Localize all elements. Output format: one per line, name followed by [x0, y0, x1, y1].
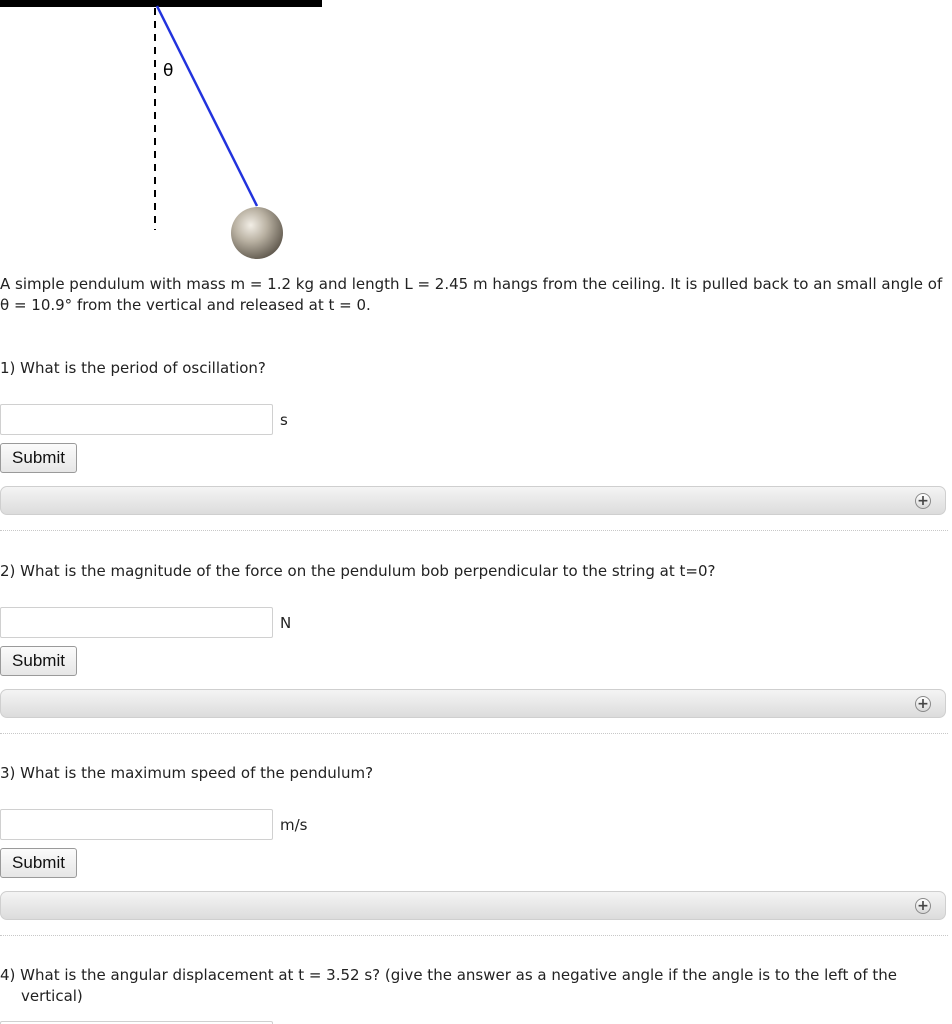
ceiling-bar	[0, 0, 322, 7]
question-3-unit: m/s	[280, 816, 308, 834]
question-3-hint-bar[interactable]	[0, 891, 946, 920]
question-3-divider	[0, 935, 948, 936]
question-2-divider	[0, 733, 948, 734]
plus-circle-icon[interactable]: +	[915, 696, 931, 712]
question-1-divider	[0, 530, 948, 531]
theta-label: θ	[163, 61, 174, 81]
plus-circle-icon[interactable]: +	[915, 493, 931, 509]
pendulum-diagram	[0, 0, 340, 262]
question-1-hint-bar[interactable]	[0, 486, 946, 515]
pendulum-bob	[231, 207, 283, 259]
question-2-answer-input[interactable]	[0, 607, 273, 638]
question-2-hint-bar[interactable]	[0, 689, 946, 718]
question-2-submit-button[interactable]: Submit	[0, 646, 77, 676]
question-1-submit-button[interactable]: Submit	[0, 443, 77, 473]
question-2-unit: N	[280, 614, 292, 632]
plus-circle-icon[interactable]: +	[915, 898, 931, 914]
question-1-text: 1) What is the period of oscillation?	[0, 359, 266, 377]
question-3-submit-button[interactable]: Submit	[0, 848, 77, 878]
pendulum-string	[157, 6, 257, 206]
question-4-text: 4) What is the angular displacement at t = 3.52 s? (give the answer as a negative angle if the angle is to the left of the vertical)	[0, 966, 897, 1005]
question-1-unit: s	[280, 411, 288, 429]
question-2-text: 2) What is the magnitude of the force on the pendulum bob perpendicular to the string at t=0?	[0, 562, 716, 580]
question-3-text: 3) What is the maximum speed of the pendulum?	[0, 764, 374, 782]
question-3-answer-input[interactable]	[0, 809, 273, 840]
problem-statement: A simple pendulum with mass m = 1.2 kg and length L = 2.45 m hangs from the ceiling. It is pulled back to an small angle of θ = 10.9° from the vertical and released at t = 0.	[0, 275, 943, 314]
question-1-answer-input[interactable]	[0, 404, 273, 435]
